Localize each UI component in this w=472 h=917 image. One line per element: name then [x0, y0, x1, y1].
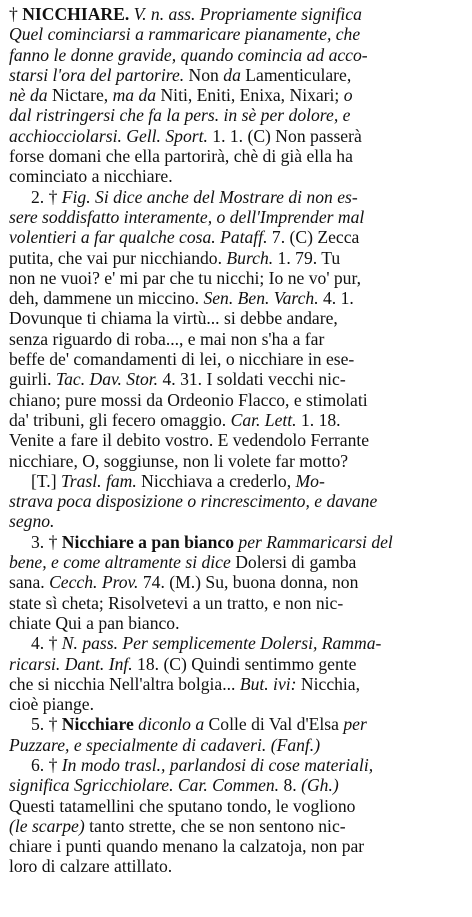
text-line [9, 714, 466, 734]
text-line [9, 4, 466, 24]
text-run: Questi tatamellini che sputano tondo, le vogliono [9, 795, 356, 816]
text-run: nicchiare, O, soggiunse, non li volete far motto? [9, 450, 349, 471]
text-line [9, 511, 466, 531]
text-line [9, 410, 466, 430]
entry-paragraph-p2 [9, 187, 466, 471]
italic-text: ricarsi. Dant. Inf. [9, 653, 133, 674]
text-run: forse domani che ella partorirà, chè di già ella ha [9, 146, 353, 167]
text-run: 5. † [31, 714, 62, 735]
text-run: non ne vuoi? e' mi par che tu nicchi; Io ne vo' pur, [9, 267, 362, 288]
italic-text: bene, e come altramente si dice [9, 552, 231, 573]
text-line [9, 268, 466, 288]
text-run: da' tribuni, gli fecero omaggio. [9, 409, 231, 430]
text-run: [T.] [31, 470, 61, 491]
italic-text: In modo trasl., parlandosi di cose materiali, [61, 754, 374, 775]
text-run: che si nicchia Nell'altra bolgia... [9, 673, 240, 694]
italic-text: acchiocciolarsi. Gell. Sport. [9, 125, 208, 146]
entry-paragraph-p3 [9, 471, 466, 532]
text-run: Venite a fare il debito vostro. E vedendolo Ferrante [9, 430, 370, 451]
italic-text: Mo- [295, 470, 325, 491]
italic-text: significa Sgricchiolare. Car. Commen. [9, 775, 280, 796]
text-line [9, 735, 466, 755]
text-run: 6. † [31, 754, 62, 775]
italic-text: ma da [112, 85, 157, 106]
text-line [9, 633, 466, 653]
text-line [9, 613, 466, 633]
text-run: Dovunque ti chiama la virtù... si debbe andare, [9, 308, 338, 329]
text-line [9, 390, 466, 410]
text-run: sana. [9, 572, 50, 593]
italic-text: But. ivi: [239, 673, 297, 694]
italic-text: (Gh.) [301, 775, 339, 796]
italic-text: volentieri a far qualche cosa. Pataff. [9, 227, 268, 248]
text-run: 3. † [31, 531, 62, 552]
text-line [9, 755, 466, 775]
italic-text: da [223, 64, 241, 85]
entry-paragraph-p4 [9, 532, 466, 633]
italic-text: Burch. [226, 247, 274, 268]
text-run: 7. (C) Zecca [267, 227, 360, 248]
italic-text: Puzzare, e specialmente di cadaveri. (Fanf.) [9, 734, 321, 755]
text-line [9, 207, 466, 227]
text-run: 8. [279, 775, 302, 796]
text-line [9, 694, 466, 714]
text-run: Nicchiava a crederlo, [136, 470, 296, 491]
italic-text: dal ristringersi che fa la pers. in sè per dolore, e [9, 105, 351, 126]
text-line [9, 329, 466, 349]
italic-text: (le scarpe) [9, 815, 85, 836]
entry-paragraph-p5 [9, 633, 466, 714]
text-line [9, 187, 466, 207]
text-line [9, 654, 466, 674]
bold-term: Nicchiare [61, 714, 134, 735]
bold-term: Nicchiare a pan bianco [61, 531, 234, 552]
italic-text: Tac. Dav. Stor. [55, 369, 159, 390]
text-run: guirli. [9, 369, 56, 390]
text-line [9, 248, 466, 268]
text-run: † [9, 4, 23, 24]
text-run: putita, che vai pur nicchiando. [9, 247, 227, 268]
text-run: Dolersi di gamba [230, 552, 357, 573]
text-line [9, 105, 466, 125]
text-run: senza riguardo di roba..., e mai non s'ha a far [9, 328, 325, 349]
text-line [9, 674, 466, 694]
text-run: Colle di Val d'Elsa [204, 714, 344, 735]
text-line [9, 288, 466, 308]
italic-text: o [343, 85, 353, 106]
text-line [9, 836, 466, 856]
text-line [9, 572, 466, 592]
italic-text: per Rammaricarsi del [234, 531, 393, 552]
text-run: cominciato a nicchiare. [9, 166, 173, 187]
entry-paragraph-p7 [9, 755, 466, 877]
text-run: chiare i punti quando menano la calzatoja, non par [9, 836, 365, 857]
text-line [9, 85, 466, 105]
text-line [9, 471, 466, 491]
italic-text: Car. Lett. [230, 409, 297, 430]
text-line [9, 532, 466, 552]
text-line [9, 491, 466, 511]
text-line [9, 430, 466, 450]
italic-text: Quel cominciarsi a rammaricare pianamente, che [9, 24, 361, 45]
text-line [9, 349, 466, 369]
text-line [9, 65, 466, 85]
text-line [9, 45, 466, 65]
text-run: chiano; pure mossi da Ordeonio Flacco, e stimolati [9, 389, 368, 410]
text-run: Non [184, 64, 224, 85]
text-run: 1. 1. (C) Non passerà [207, 125, 362, 146]
text-line [9, 227, 466, 247]
text-line [9, 816, 466, 836]
text-run: 18. (C) Quindi sentimmo gente [132, 653, 357, 674]
entry-paragraph-p6 [9, 714, 466, 755]
italic-text: strava poca disposizione o rincrescimento, e davane [9, 491, 378, 512]
bold-term: NICCHIARE. [22, 4, 130, 24]
italic-text: Fig. Si dice anche del Mostrare di non es- [61, 186, 358, 207]
italic-text: Trasl. fam. [60, 470, 137, 491]
italic-text: N. pass. Per semplicemente Dolersi, Ramma- [61, 633, 382, 654]
text-run: 4. 1. [318, 288, 354, 309]
text-run: 1. 18. [296, 409, 341, 430]
text-run: 2. † [31, 186, 62, 207]
italic-text: starsi l'ora del partorire. [9, 64, 185, 85]
text-line [9, 146, 466, 166]
text-run: loro di calzare attillato. [9, 856, 173, 877]
text-run: Nicchia, [296, 673, 361, 694]
entry-paragraph-p1 [9, 4, 466, 187]
text-run: 4. † [31, 633, 62, 654]
text-run: state sì cheta; Risolvetevi a un tratto, e non nic- [9, 592, 344, 613]
text-run: 1. 79. Tu [273, 247, 341, 268]
text-line [9, 593, 466, 613]
text-line [9, 369, 466, 389]
text-line [9, 451, 466, 471]
text-line [9, 796, 466, 816]
text-line [9, 552, 466, 572]
text-line [9, 775, 466, 795]
text-line [9, 24, 466, 44]
text-line [9, 308, 466, 328]
text-run: cioè piange. [9, 694, 94, 715]
italic-text: V. n. ass. Propriamente significa [129, 4, 362, 24]
italic-text: sere soddisfatto interamente, o dell'Imprender mal [9, 206, 365, 227]
text-line [9, 126, 466, 146]
italic-text: nè da [9, 85, 48, 106]
italic-text: per [343, 714, 367, 735]
text-run: Nictare, [47, 85, 113, 106]
text-run: beffe de' comandamenti di lei, o nicchiare in ese- [9, 349, 355, 370]
text-run: Lamenticulare, [240, 64, 352, 85]
text-run: 74. (M.) Su, buona donna, non [138, 572, 359, 593]
text-line [9, 166, 466, 186]
italic-text: Sen. Ben. Varch. [203, 288, 319, 309]
italic-text: fanno le donne gravide, quando comincia ad acco- [9, 44, 368, 65]
text-line [9, 856, 466, 876]
italic-text: Cecch. Prov. [49, 572, 139, 593]
italic-text: segno. [9, 511, 55, 532]
italic-text: diconlo a [133, 714, 205, 735]
text-run: chiate Qui a pan bianco. [9, 612, 180, 633]
text-run: tanto strette, che se non sentono nic- [84, 815, 346, 836]
text-run: deh, dammene un miccino. [9, 288, 204, 309]
text-run: Niti, Eniti, Enixa, Nixari; [156, 85, 344, 106]
text-run: 4. 31. I soldati vecchi nic- [158, 369, 346, 390]
